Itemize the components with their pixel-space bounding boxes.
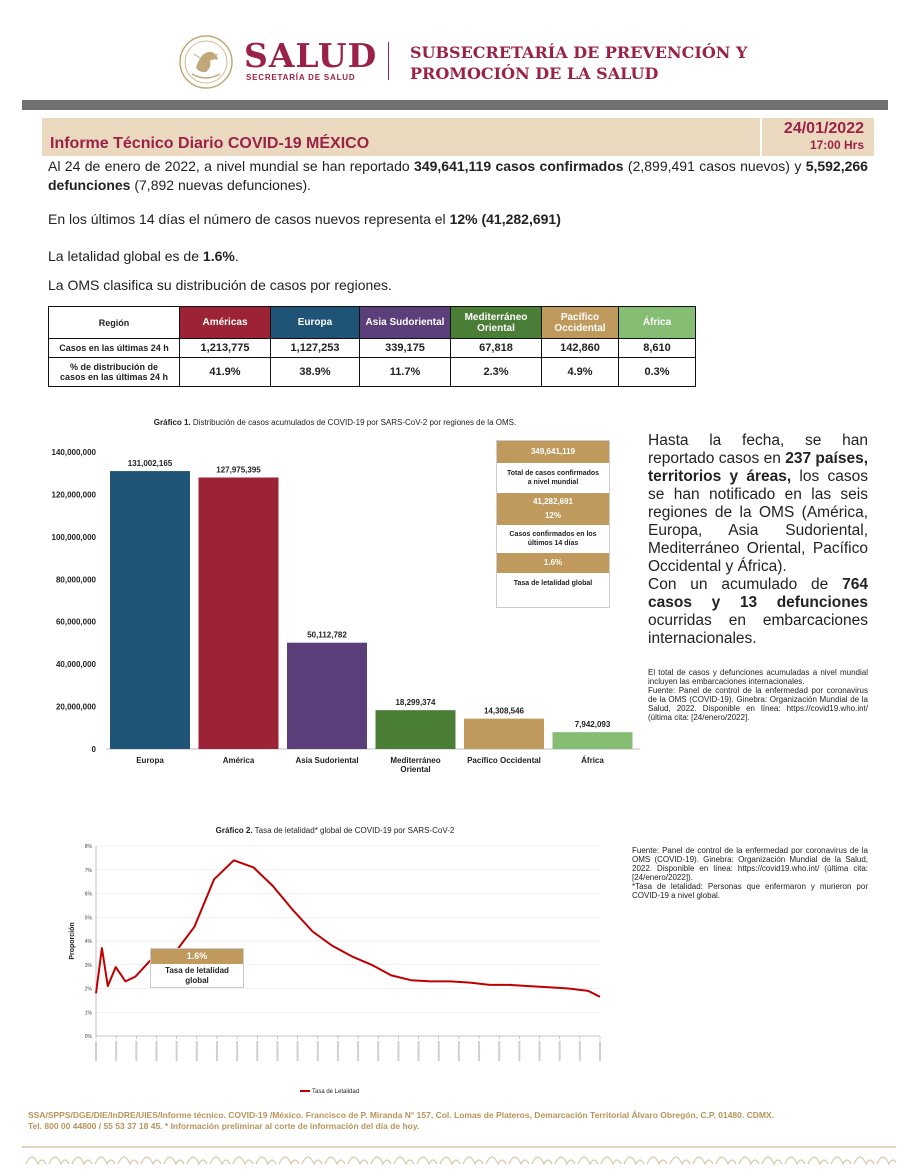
header-grey-bar [22, 100, 888, 110]
x-tick-label-mark [115, 1041, 117, 1061]
x-tick-label-mark [418, 1041, 420, 1061]
x-tick-label-mark [579, 1041, 581, 1061]
footer-ornament [693, 1157, 713, 1164]
x-tick-label-mark [397, 1041, 399, 1061]
x-tick-label-mark [518, 1041, 520, 1061]
chart2-rate-value: 1.6% [151, 949, 243, 964]
footer-ornament [739, 1157, 759, 1164]
footer-ornament [279, 1157, 299, 1164]
footer-ornament [256, 1157, 276, 1164]
total-cases-label: Total de casos confirmados a nivel mundial [506, 470, 600, 486]
x-tick-label-mark [317, 1041, 319, 1061]
footer-ornament [49, 1157, 69, 1164]
bar [376, 710, 456, 749]
pct-pacifico: 4.9% [542, 358, 619, 387]
footer-ornament [164, 1157, 184, 1164]
footer-text [28, 1110, 888, 1132]
x-tick-label: América [222, 756, 255, 765]
chart2-rate-label: Tasa de letalidad global [165, 966, 229, 985]
y-tick-label: 40,000,000 [55, 660, 96, 670]
header-divider [388, 42, 389, 80]
x-tick-label-mark [176, 1041, 178, 1061]
data-label: 127,975,395 [216, 465, 261, 475]
footer-line1: SSA/SPPS/DGE/DIE/InDRE/UIES/Informe técnico. COVID-19 /México. Francisco de P. Miranda N° 157, Col. Lomas de Plateros, Demarcación Territorial Álvaro Obregón, C.P. 01480. CDMX. [28, 1110, 774, 1120]
footer-ornament [808, 1157, 828, 1164]
footer-ornament [509, 1157, 529, 1164]
x-tick-label-mark [539, 1041, 541, 1061]
intro-paragraph-1: Al 24 de enero de 2022, a nivel mundial se han reportado 349,641,119 casos confirmados (2,899,491 casos nuevos) y 5,592,266 defunciones (7,892 nuevas defunciones). [48, 158, 868, 193]
y-tick-label: 5% [84, 915, 92, 922]
x-tick-label-mark [297, 1041, 299, 1061]
x-tick-label-mark [357, 1041, 359, 1061]
x-tick-label-mark [155, 1041, 157, 1061]
recent-cases-value: 41,282,691 12% [497, 493, 609, 525]
footer-ornament [233, 1157, 253, 1164]
cases-americas: 1,213,775 [180, 339, 271, 358]
x-tick-label-mark [276, 1041, 278, 1061]
region-cell-americas: Américas [180, 307, 271, 339]
side-note-1: El total de casos y defunciones acumuladas a nivel mundial incluyen las embarcaciones internacionales. [648, 668, 868, 686]
y-tick-label: 2% [84, 986, 92, 993]
footer-ornament [118, 1157, 138, 1164]
y-tick-label: 100,000,000 [51, 532, 96, 542]
bar [287, 643, 367, 749]
x-tick-label-mark [438, 1041, 440, 1061]
side-summary-text [648, 432, 868, 648]
side-paragraph-1: Hasta la fecha, se han reportado casos en 237 países, territorios y áreas, los casos se han notificado en las seis regiones de la OMS (América, Europa, Asia Sudoriental, Mediterráneo Oriental, Pacífico Occidental y África). [648, 432, 868, 575]
footer-ornament [348, 1157, 368, 1164]
report-title: Informe Técnico Diario COVID-19 MÉXICO [50, 135, 370, 152]
pct-europa: 38.9% [271, 358, 360, 387]
subsecretaria-line2: PROMOCIÓN DE LA SALUD [410, 64, 659, 83]
footer-ornament [187, 1157, 207, 1164]
x-tick-label-mark [216, 1041, 218, 1061]
footer-ornament [72, 1157, 92, 1164]
intro-paragraph-2: En los últimos 14 días el número de casos nuevos representa el 12% (41,282,691) [48, 211, 561, 227]
footer-ornament [532, 1157, 552, 1164]
cases-africa: 8,610 [619, 339, 696, 358]
cases-asia: 339,175 [360, 339, 451, 358]
x-tick-label: Asia Sudoriental [295, 756, 359, 765]
x-tick-label-mark [135, 1041, 137, 1061]
region-header-label: Región [49, 307, 180, 339]
pct-americas: 41.9% [180, 358, 271, 387]
pct-asia: 11.7% [360, 358, 451, 387]
y-tick-label: 4% [84, 939, 92, 945]
footer-ornament [877, 1157, 896, 1164]
footer-ornament [325, 1157, 345, 1164]
footer-ornament [670, 1157, 690, 1164]
footer-ornament [394, 1157, 414, 1164]
x-tick-label-mark [458, 1041, 460, 1061]
region-table [48, 306, 696, 387]
cases-pacifico: 142,860 [542, 339, 619, 358]
y-tick-label: 6% [84, 891, 92, 898]
chart1-summary-box [496, 440, 610, 608]
y-tick-label: 0% [84, 1034, 92, 1040]
footer-ornament [647, 1157, 667, 1164]
x-tick-label-mark [236, 1041, 238, 1061]
footer-ornament [371, 1157, 391, 1164]
x-tick-label-mark [478, 1041, 480, 1061]
y-tick-label: 80,000,000 [55, 575, 96, 585]
footer-ornament [486, 1157, 506, 1164]
x-tick-label-mark [498, 1041, 500, 1061]
y-tick-label: 20,000,000 [55, 702, 96, 712]
footer-ornament [624, 1157, 644, 1164]
footer-ornament [578, 1157, 598, 1164]
pct-mediterraneo: 2.3% [451, 358, 542, 387]
side-paragraph-2: Con un acumulado de 764 casos y 13 defunciones ocurridas en embarcaciones internacionales. [648, 576, 868, 647]
footer-ornament [831, 1157, 851, 1164]
footer-ornament [95, 1157, 115, 1164]
footer-ornament [210, 1157, 230, 1164]
footer-ornament [601, 1157, 621, 1164]
footer-ornament [302, 1157, 322, 1164]
region-table-header-row [49, 307, 696, 339]
region-cell-europa: Europa [271, 307, 360, 339]
footer-ornament [463, 1157, 483, 1164]
footer-ornament [141, 1157, 161, 1164]
row-label-pct: % de distribución de casos en las últimas 24 h [49, 358, 180, 387]
chart2-rate-box [150, 948, 244, 988]
report-time: 17:00 Hrs [809, 138, 864, 152]
recent-cases-label: Casos confirmados en los últimos 14 días [509, 531, 597, 547]
brand-subtitle: SECRETARÍA DE SALUD [246, 73, 356, 82]
data-label: 18,299,374 [395, 698, 436, 708]
y-tick-label: 7% [84, 867, 92, 874]
y-tick-label: 60,000,000 [55, 617, 96, 627]
y-tick-label: 1% [84, 1010, 92, 1017]
legend-label: Tasa de Letalidad [312, 1089, 360, 1095]
footer-ornament [555, 1157, 575, 1164]
data-label: 50,112,782 [307, 630, 347, 640]
side-note-2: Fuente: Panel de control de la enfermedad por coronavirus de la OMS (COVID-19). Ginebra: Organización Mundial de la Salud, 2022. Disponible en línea: https://covid19.who.int/ (última cita: [24/enero/2022]. [648, 686, 868, 722]
line-chart-fatality [60, 838, 620, 1100]
x-tick-label-mark [377, 1041, 379, 1061]
footer-line2: Tel. 800 00 44800 / 55 53 37 18 45. * Información preliminar al corte de información del día de hoy. [28, 1121, 420, 1131]
x-tick-label-mark [256, 1041, 258, 1061]
table-row [49, 358, 696, 387]
y-tick-label: 0 [91, 745, 96, 754]
footer-ornament [762, 1157, 782, 1164]
row-label-cases: Casos en las últimas 24 h [49, 339, 180, 358]
footer-ornament [417, 1157, 437, 1164]
bar [199, 478, 279, 749]
cases-mediterraneo: 67,818 [451, 339, 542, 358]
footer-decorative-band [22, 1146, 896, 1168]
x-tick-label: Pacífico Occidental [467, 756, 541, 765]
y-axis-label: Proporción [69, 922, 76, 960]
cases-europa: 1,127,253 [271, 339, 360, 358]
x-tick-label-mark [599, 1041, 601, 1061]
bar [553, 732, 633, 749]
chart2-title: Gráfico 2. Tasa de letalidad* global de COVID-19 por SARS-CoV-2 [215, 826, 455, 835]
side-notes [648, 668, 868, 722]
region-cell-pacifico: Pacífico Occidental [542, 307, 619, 339]
footer-ornament [785, 1157, 805, 1164]
region-cell-africa: África [619, 307, 696, 339]
footer-ornament [26, 1157, 46, 1164]
x-tick-label: Mediterráneo [390, 756, 441, 765]
footer-ornament [716, 1157, 736, 1164]
y-tick-label: 140,000,000 [51, 448, 96, 457]
date-box [762, 118, 874, 156]
table-row [49, 339, 696, 358]
data-label: 7,942,093 [574, 720, 611, 730]
x-tick-label: África [581, 756, 604, 765]
total-cases-value: 349,641,119 [497, 441, 609, 463]
y-tick-label: 3% [84, 962, 92, 969]
fatality-rate-label: Tasa de letalidad global [513, 580, 593, 587]
footer-ornament [854, 1157, 874, 1164]
x-tick-label-mark [559, 1041, 561, 1061]
footer-ornament [440, 1157, 460, 1164]
intro-paragraph-4: La OMS clasifica su distribución de casos por regiones. [48, 277, 392, 293]
subsecretaria-line1: SUBSECRETARÍA DE PREVENCIÓN Y [410, 43, 748, 62]
x-tick-label-mark [95, 1041, 97, 1061]
report-date: 24/01/2022 [783, 120, 864, 137]
x-tick-label: Europa [136, 756, 164, 765]
data-label: 131,002,165 [127, 459, 173, 469]
subsecretaria-title [410, 42, 790, 84]
mexico-seal-logo [178, 34, 234, 90]
bar [110, 471, 190, 749]
chart2-source-text: Fuente: Panel de control de la enfermedad por coronavirus de la OMS (COVID-19). Ginebra: Organización Mundial de la Salud, 2022. Disponible en línea: https://covid19.who.int/ (última cita: [24/enero/2022]). [632, 846, 868, 882]
region-cell-mediterraneo: Mediterráneo Oriental [451, 307, 542, 339]
y-tick-label: 8% [84, 844, 92, 850]
fatality-rate-value: 1.6% [497, 553, 609, 573]
chart2-source [632, 846, 868, 900]
y-tick-label: 120,000,000 [51, 490, 96, 500]
data-label: 14,308,546 [483, 706, 525, 716]
x-tick-label: Oriental [400, 765, 431, 774]
chart2-footnote: *Tasa de letalidad: Personas que enfermaron y murieron por COVID-19 a nivel global. [632, 882, 868, 900]
bar [464, 719, 544, 749]
chart1-title: Gráfico 1. Distribución de casos acumulados de COVID-19 por SARS-CoV-2 por regiones de la OMS. [153, 418, 517, 427]
intro-paragraph-3: La letalidad global es de 1.6%. [48, 248, 239, 264]
x-tick-label-mark [196, 1041, 198, 1061]
region-cell-asia: Asia Sudoriental [360, 307, 451, 339]
pct-africa: 0.3% [619, 358, 696, 387]
brand-title: SALUD [244, 36, 378, 75]
x-tick-label-mark [337, 1041, 339, 1061]
